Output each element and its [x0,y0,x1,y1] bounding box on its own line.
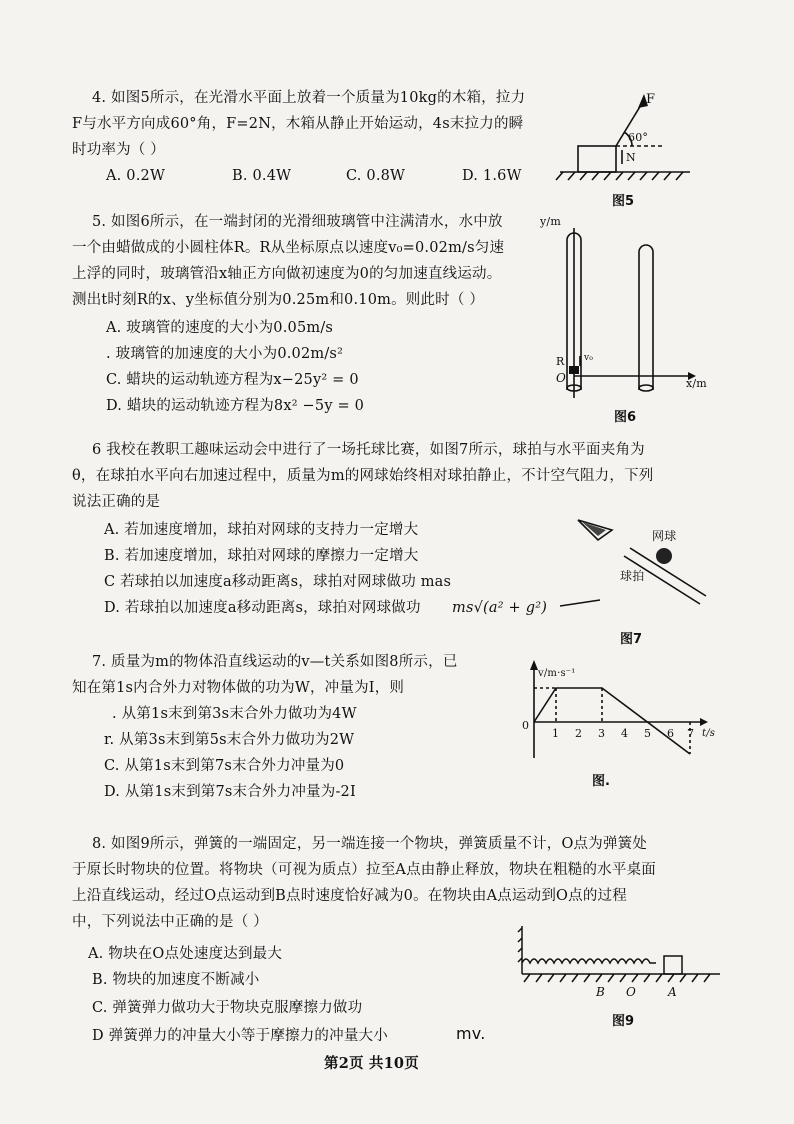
fig9-point-o: O [626,985,637,999]
fig8-tick-2: 2 [575,727,583,740]
fig6-caption: 图6 [614,410,637,425]
q8-line-2: 于原长时物块的位置。将物块（可视为质点）拉至A点由静止释放，物块在粗糙的水平桌面 [72,862,656,878]
q7-option-d: D. 从第1s末到第7s末合外力冲量为-2I [104,784,356,800]
q6-line-3: 说法正确的是 [72,494,161,510]
fig5-caption: 图5 [612,194,635,209]
q8-handwritten-note: mv. [456,1024,486,1043]
q7-line-2: 知在第1s内合外力对物体做的功为W，冲量为I，则 [72,680,405,696]
fig8-tick-1: 1 [552,727,560,740]
q5-option-c: C. 蜡块的运动轨迹方程为x−25y² = 0 [106,372,359,388]
q6-option-d: D. 若球拍以加速度a移动距离s，球拍对网球做功 [104,600,421,616]
fig8-y-axis-label: v/m·s⁻¹ [538,668,576,679]
fig6-r-label: R [556,355,565,368]
fig9-point-b: B [596,985,606,999]
fig5-force-label: F [646,92,656,107]
q6-option-d-formula: ms√(a² + g²) [452,600,548,616]
q8-line-4: 中，下列说法中正确的是（ ） [72,914,268,930]
q7-line-1: 7. 质量为m的物体沿直线运动的v—t关系如图8所示，已 [92,654,458,670]
q5-line-3: 上浮的同时，玻璃管沿x轴正方向做初速度为0的匀加速直线运动。 [72,266,502,282]
q6-option-a: A. 若加速度增加，球拍对网球的支持力一定增大 [104,522,419,538]
q4-option-d: D. 1.6W [462,168,522,184]
q5-option-a: A. 玻璃管的速度的大小为0.05m/s [106,320,334,336]
fig5-n-label: N [626,151,636,164]
fig6-origin-label: O [556,371,567,385]
fig9-caption: 图9 [612,1014,635,1029]
q8-line-1: 8. 如图9所示，弹簧的一端固定，另一端连接一个物块，弹簧质量不计，O点为弹簧处 [92,836,648,852]
q8-option-a: A. 物块在O点处速度达到最大 [88,946,283,962]
fig6-x-axis-label: x/m [686,377,707,390]
q5-line-2: 一个由蜡做成的小圆柱体R。R从坐标原点以速度v₀=0.02m/s匀速 [72,240,505,256]
fig6-v-label: v₀ [584,353,594,363]
fig8-tick-4: 4 [621,727,629,740]
q8-option-b: B. 物块的加速度不断减小 [92,972,260,988]
q7-option-b: r. 从第3s末到第5s末合外力做功为2W [104,732,355,748]
fig5-angle-label: 60° [628,131,649,144]
fig7-ball-label: 网球 [652,529,677,543]
fig8-tick-3: 3 [598,727,606,740]
q5-option-b: . 玻璃管的加速度的大小为0.02m/s² [106,346,344,362]
fig6-y-axis-label: y/m [540,215,561,228]
q6-line-1: 6 我校在教职工趣味运动会中进行了一场托球比赛，如图7所示，球拍与水平面夹角为 [92,442,645,458]
q4-line-1: 4. 如图5所示，在光滑水平面上放着一个质量为10kg的木箱，拉力 [92,90,526,106]
q8-option-d: D 弹簧弹力的冲量大小等于摩擦力的冲量大小 [92,1028,388,1044]
fig7-racket-label: 球拍 [620,569,645,583]
fig8-x-axis-label: t/s [702,728,716,739]
q5-line-1: 5. 如图6所示，在一端封闭的光滑细玻璃管中注满清水，水中放 [92,214,503,230]
q4-option-c: C. 0.8W [346,168,406,184]
fig9-point-a: A [668,985,677,999]
q4-option-a: A. 0.2W [106,168,166,184]
q7-option-a: . 从第1s末到第3s末合外力做功为4W [112,706,357,722]
q5-line-4: 测出t时刻R的x、y坐标值分别为0.25m和0.10m。则此时（ ） [72,292,485,308]
fig7-caption: 图7 [620,632,643,647]
q4-line-3: 时功率为（ ） [72,142,166,158]
fig8-tick-6: 6 [667,727,675,740]
page-footer: 第2页 共10页 [324,1055,419,1072]
q7-option-c: C. 从第1s末到第7s末合外力冲量为0 [104,758,345,774]
fig8-tick-5: 5 [644,727,652,740]
fig8-caption: 图. [592,774,610,789]
q6-option-c: C 若球拍以加速度a移动距离s，球拍对网球做功 mas [104,574,452,590]
q4-option-b: B. 0.4W [232,168,292,184]
q4-line-2: F与水平方向成60°角，F=2N，木箱从静止开始运动，4s末拉力的瞬 [72,116,524,132]
q6-line-2: θ，在球拍水平向右加速过程中，质量为m的网球始终相对球拍静止，不计空气阻力，下列 [72,468,654,484]
fig8-tick-7: 7 [687,727,695,740]
q8-option-c: C. 弹簧弹力做功大于物块克服摩擦力做功 [92,1000,363,1016]
q6-option-b: B. 若加速度增加，球拍对网球的摩擦力一定增大 [104,548,419,564]
q5-option-d: D. 蜡块的运动轨迹方程为8x² −5y = 0 [106,398,365,414]
fig8-origin-label: 0 [522,719,530,732]
q8-line-3: 上沿直线运动，经过O点运动到B点时速度恰好减为0。在物块由A点运动到O点的过程 [72,888,627,904]
